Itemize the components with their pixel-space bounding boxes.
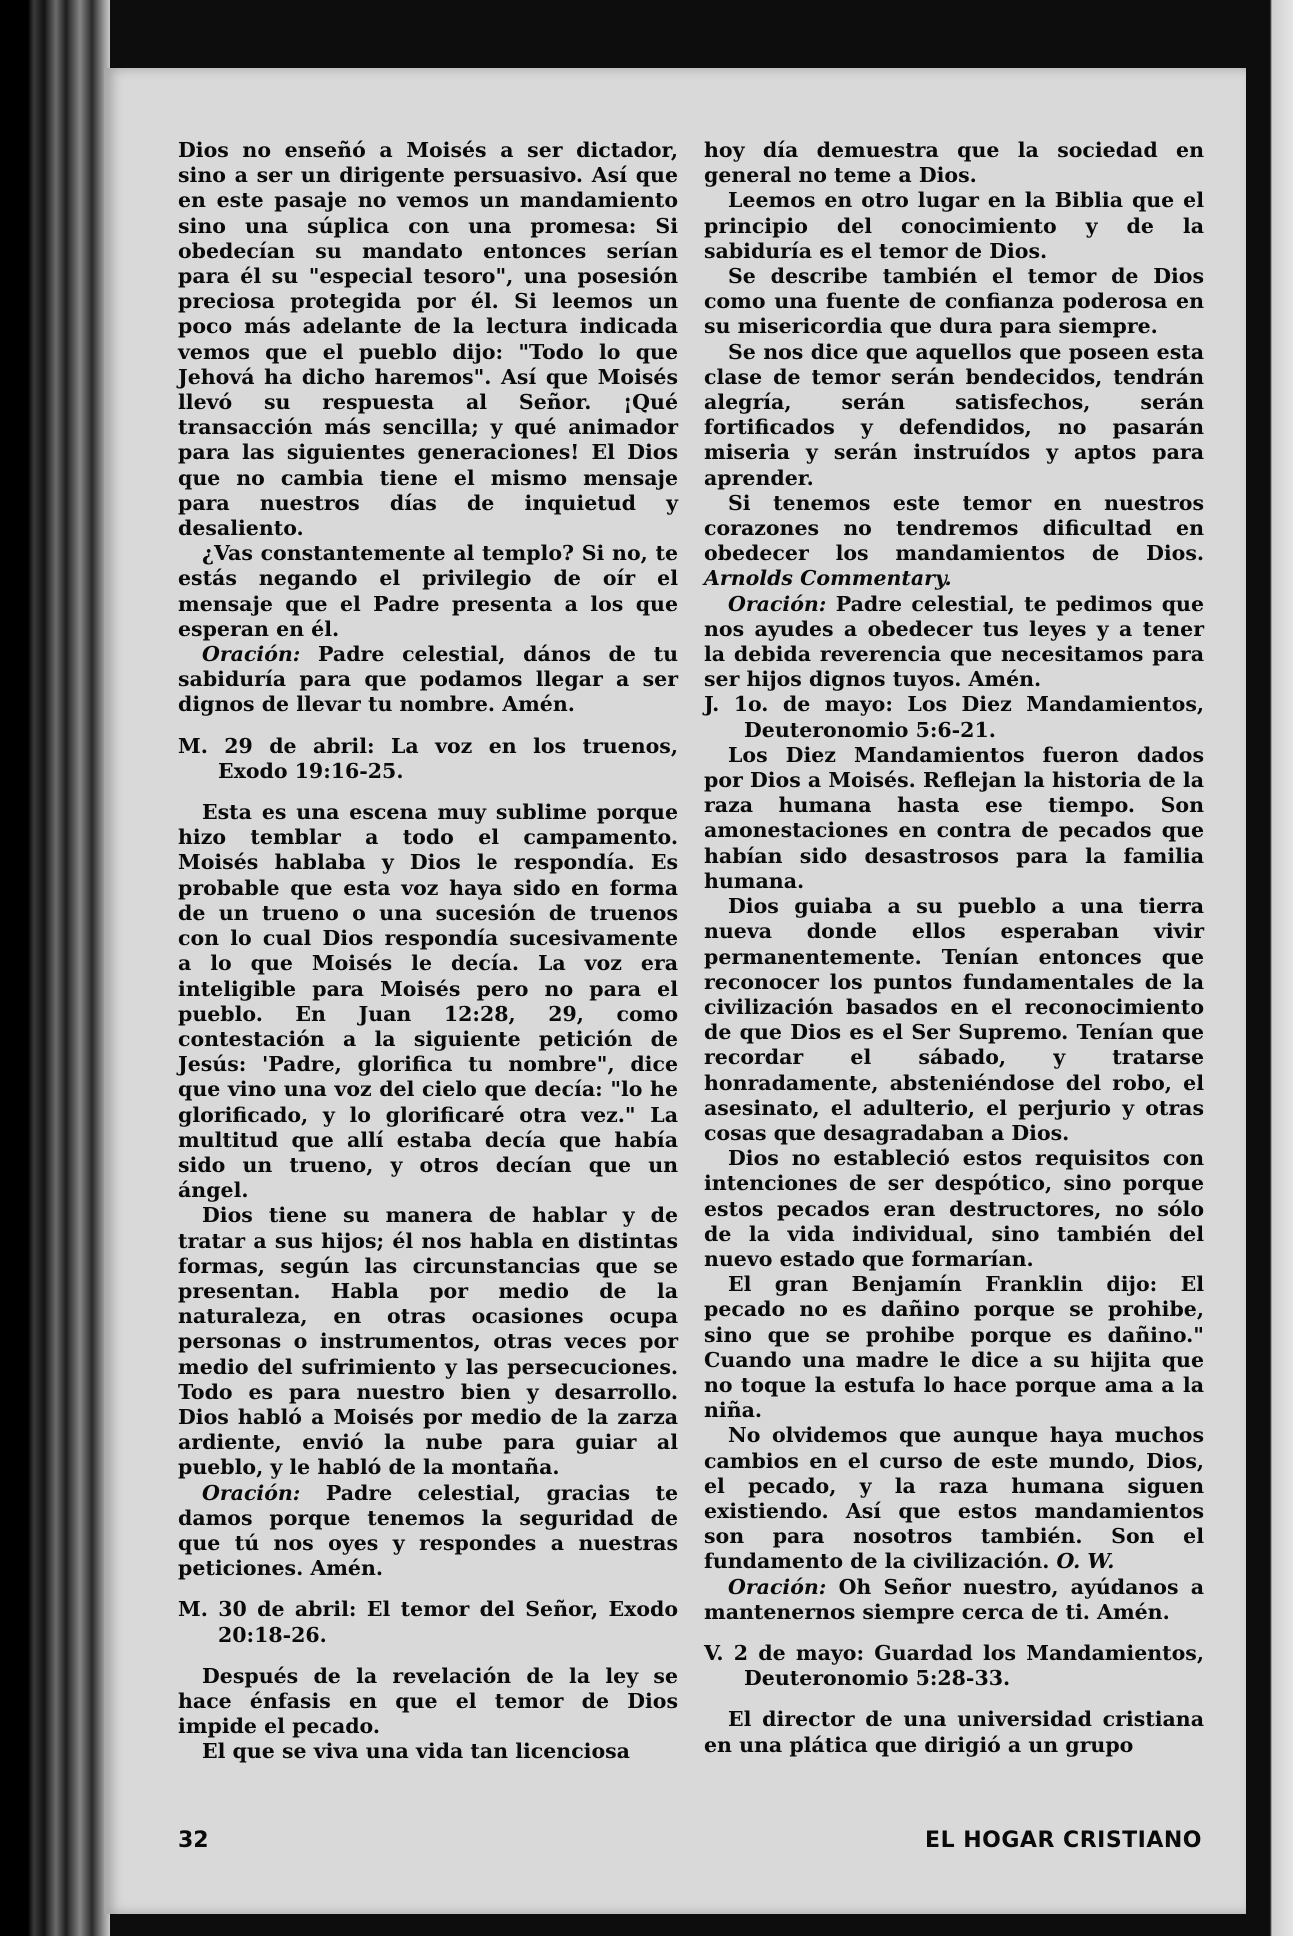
source-attribution: O. W.	[1056, 1549, 1115, 1574]
entry-heading-text: J. 1o. de mayo: Los Diez Mandamientos, Deuteronomio 5:6-21.	[704, 692, 1204, 742]
entry-heading-text: V. 2 de mayo: Guardad los Mandamientos, Deuteronomio 5:28-33.	[704, 1640, 1204, 1691]
paragraph-text: hoy día demuestra que la sociedad en general no teme a Dios.	[704, 138, 1204, 188]
prayer-text: Padre celestial, dános de tu sabiduría para que podamos llegar a ser dignos de llevar tu nombre. Amén.	[178, 642, 678, 717]
paragraph-text: Dios guiaba a su pueblo a una tierra nueva donde ellos esperaban vivir permanentemente. Tenían entonces que reconocer los puntos fundamentales de la civilización basados en el reconocimiento de que Dios es el Ser Supremo. Tenían que recordar el sábado, y tratarse honradamente, absteniéndose del robo, el asesinato, el adulterio, el perjurio y otras cosas que desagradaban a Dios.	[704, 894, 1204, 1145]
paragraph-text: Los Diez Mandamientos fueron dados por Dios a Moisés. Reflejan la historia de la raza humana hasta ese tiempo. Son amonestaciones en contra de pecados que habían sido desastrosos para la familia humana.	[704, 742, 1204, 893]
magazine-page	[104, 68, 1246, 1914]
entry-heading-text: M. 30 de abril: El temor del Señor, Exodo 20:18-26.	[178, 1597, 678, 1647]
prayer-text: Padre celestial, te pedimos que nos ayudes a obedecer tus leyes y a tener la debida reverencia que necesitamos para ser hijos dignos tuyos. Amén.	[704, 591, 1204, 692]
devotional-entry-heading	[178, 1597, 678, 1647]
body-paragraph	[704, 188, 1204, 264]
source-attribution: Arnolds Commentary.	[704, 566, 952, 591]
body-paragraph	[178, 1203, 678, 1480]
body-paragraph	[178, 1739, 678, 1764]
paragraph-text: No olvidemos que aunque haya muchos cambios en el curso de este mundo, Dios, el pecado, y la raza humana siguen existiendo. Así que estos mandamientos son para nosotros también. Son el fundamento de la civilización.	[704, 1423, 1204, 1574]
paragraph-text: ¿Vas constantemente al templo? Si no, te estás negando el privilegio de oír el mensaje que el Padre presenta a los que esperan en él.	[178, 541, 678, 641]
body-paragraph	[704, 264, 1204, 340]
paragraph-text: Si tenemos este temor en nuestros corazones no tendremos dificultad en obedecer los mandamientos de Dios.	[704, 490, 1204, 566]
paragraph-text: Esta es una escena muy sublime porque hizo temblar a todo el campamento. Moisés hablaba y Dios le respondía. Es probable que esta voz haya sido en forma de un trueno o una sucesión de truenos con lo cual Dios respondía sucesivamente a lo que Moisés le decía. La voz era inteligible para Moisés pero no para el pueblo. En Juan 12:28, 29, como contestación a la siguiente petición de Jesús: 'Padre, glorifica tu nombre", dice que vino una voz del cielo que decía: "lo he glorificado, y lo glorificaré otra vez." La multitud que allí estaba decía que había sido un trueno, y otros decían que un ángel.	[178, 800, 678, 1203]
prayer-label: Oración:	[728, 591, 827, 616]
prayer-label: Oración:	[202, 642, 301, 667]
right-column	[704, 138, 1204, 1758]
body-paragraph	[178, 1664, 678, 1740]
left-column	[178, 138, 678, 1765]
paragraph-text: El director de una universidad cristiana en una plática que dirigió a un grupo	[704, 1707, 1204, 1757]
body-paragraph	[178, 541, 678, 642]
body-paragraph	[704, 1146, 1204, 1272]
prayer-paragraph	[704, 1575, 1204, 1625]
paragraph-text: Se nos dice que aquellos que poseen esta clase de temor serán bendecidos, tendrán alegría, serán satisfechos, serán fortificados y defendidos, no pasarán miseria y serán instruídos y aptos para aprender.	[704, 339, 1204, 490]
paragraph-text: El gran Benjamín Franklin dijo: El pecado no es dañino porque se prohibe, sino que se prohibe porque es dañino." Cuando una madre le dice a su hijita que no toque la estufa lo hace porque ama a la niña.	[704, 1272, 1204, 1423]
body-paragraph	[178, 800, 678, 1203]
body-paragraph	[704, 894, 1204, 1146]
prayer-label: Oración:	[728, 1574, 827, 1599]
paragraph-text: Leemos en otro lugar en la Biblia que el principio del conocimiento y de la sabiduría es el temor de Dios.	[704, 188, 1204, 263]
paragraph-text: El que se viva una vida tan licenciosa	[202, 1739, 630, 1764]
body-paragraph	[704, 1423, 1204, 1574]
body-paragraph	[704, 340, 1204, 491]
prayer-label: Oración:	[202, 1480, 301, 1505]
body-paragraph	[178, 138, 678, 541]
paragraph-text: Dios no enseñó a Moisés a ser dictador, sino a ser un dirigente persuasivo. Así que en este pasaje no vemos un mandamiento sino una súplica con una promesa: Si obedecían su mandato entonces serían para él su "especial tesoro", una posesión preciosa protegida por él. Si leemos un poco más adelante de la lectura indicada vemos que el pueblo dijo: "Todo lo que Jehová ha dicho haremos". Así que Moisés llevó su respuesta al Señor. ¡Qué transacción más sencilla; y qué animador para las siguientes generaciones! El Dios que no cambia tiene el mismo mensaje para nuestros días de inquietud y desaliento.	[178, 138, 678, 541]
prayer-paragraph	[178, 642, 678, 718]
prayer-text: Oh Señor nuestro, ayúdanos a mantenernos siempre cerca de ti. Amén.	[704, 1574, 1204, 1624]
devotional-entry-heading	[704, 692, 1204, 742]
body-paragraph	[704, 138, 1204, 188]
paragraph-text: Después de la revelación de la ley se hace énfasis en que el temor de Dios impide el pecado.	[178, 1663, 678, 1739]
body-paragraph	[704, 1707, 1204, 1757]
body-paragraph	[704, 491, 1204, 592]
entry-heading-text: M. 29 de abril: La voz en los truenos, Exodo 19:16-25.	[178, 733, 678, 783]
prayer-paragraph	[704, 592, 1204, 693]
prayer-text: Padre celestial, gracias te damos porque tenemos la seguridad de que tú nos oyes y respondes a nuestras peticiones. Amén.	[178, 1480, 678, 1581]
book-gutter	[0, 0, 110, 1936]
body-paragraph	[704, 1272, 1204, 1423]
paragraph-text: Se describe también el temor de Dios como una fuente de confianza poderosa en su misericordia que dura para siempre.	[704, 264, 1204, 339]
next-page-edge	[1262, 0, 1293, 1936]
devotional-entry-heading	[178, 734, 678, 784]
paragraph-text: Dios tiene su manera de hablar y de tratar a sus hijos; él nos habla en distintas formas, según las circunstancias que se presentan. Habla por medio de la naturaleza, en otras ocasiones ocupa personas o instrumentos, otras veces por medio del sufrimiento y las persecuciones. Todo es para nuestro bien y desarrollo. Dios habló a Moisés por medio de la zarza ardiente, envió la nube para guiar al pueblo, y le habló de la montaña.	[178, 1203, 678, 1480]
body-paragraph	[704, 743, 1204, 894]
running-title: EL HOGAR CRISTIANO	[925, 1828, 1202, 1853]
paragraph-text: Dios no estableció estos requisitos con intenciones de ser despótico, sino porque estos pecados eran destructores, no sólo de la vida individual, sino también del nuevo estado que formarían.	[704, 1146, 1204, 1271]
prayer-paragraph	[178, 1481, 678, 1582]
page-number: 32	[178, 1828, 209, 1853]
devotional-entry-heading	[704, 1641, 1204, 1691]
